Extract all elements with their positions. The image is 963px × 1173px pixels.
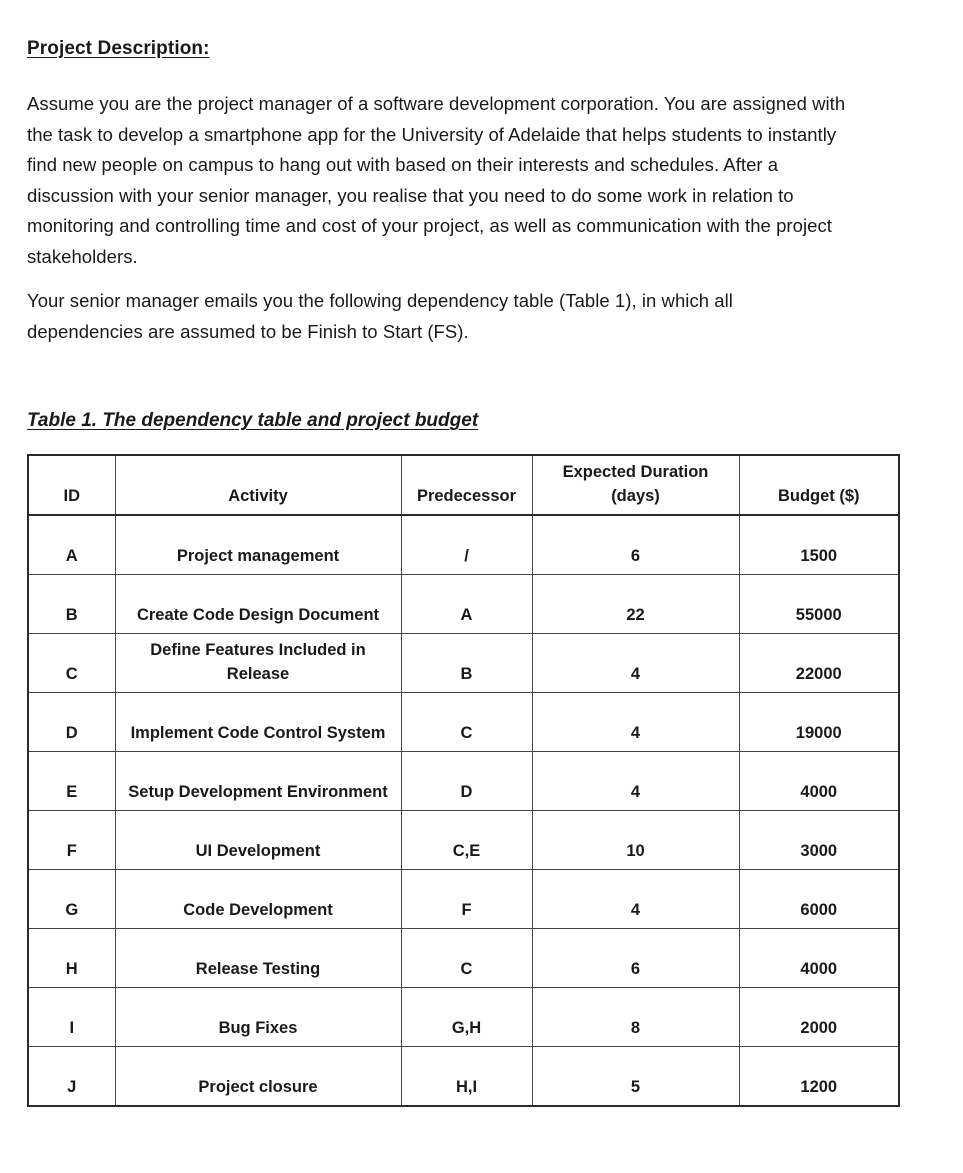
cell-id: F (28, 811, 115, 870)
cell-id: A (28, 515, 115, 575)
cell-duration: 22 (532, 575, 739, 634)
dependency-table (27, 454, 900, 1107)
header-duration-line1: Expected Duration (562, 463, 709, 481)
cell-budget: 4000 (739, 752, 899, 811)
table-row (28, 515, 899, 575)
table-row (28, 634, 899, 693)
cell-id: G (28, 870, 115, 929)
cell-activity: Create Code Design Document (115, 575, 401, 634)
header-budget: Budget ($) (739, 455, 899, 515)
cell-duration: 5 (532, 1047, 739, 1107)
cell-predecessor: / (401, 515, 532, 575)
table-row (28, 929, 899, 988)
cell-predecessor: F (401, 870, 532, 929)
table-header-row (28, 455, 899, 515)
cell-duration: 8 (532, 988, 739, 1047)
cell-budget: 3000 (739, 811, 899, 870)
cell-duration: 4 (532, 870, 739, 929)
cell-budget: 6000 (739, 870, 899, 929)
cell-id: B (28, 575, 115, 634)
cell-duration: 6 (532, 929, 739, 988)
table-body (28, 515, 899, 1106)
table-row (28, 752, 899, 811)
cell-id: I (28, 988, 115, 1047)
cell-activity: Bug Fixes (115, 988, 401, 1047)
table-row (28, 693, 899, 752)
cell-activity: UI Development (115, 811, 401, 870)
cell-activity: Project closure (115, 1047, 401, 1107)
cell-activity: Code Development (115, 870, 401, 929)
table-row (28, 1047, 899, 1107)
cell-predecessor: C (401, 693, 532, 752)
cell-id: D (28, 693, 115, 752)
cell-predecessor: C (401, 929, 532, 988)
cell-id: C (28, 634, 115, 693)
cell-predecessor: D (401, 752, 532, 811)
header-predecessor: Predecessor (401, 455, 532, 515)
cell-id: J (28, 1047, 115, 1107)
cell-duration: 6 (532, 515, 739, 575)
cell-predecessor: B (401, 634, 532, 693)
cell-activity: Define Features Included in Release (115, 634, 401, 693)
table-row (28, 575, 899, 634)
header-activity: Activity (115, 455, 401, 515)
cell-budget: 22000 (739, 634, 899, 693)
table-row (28, 988, 899, 1047)
cell-predecessor: C,E (401, 811, 532, 870)
cell-predecessor: A (401, 575, 532, 634)
cell-activity: Setup Development Environment (115, 752, 401, 811)
header-duration-line2: (days) (611, 487, 660, 505)
project-description-heading: Project Description: (27, 38, 210, 59)
cell-duration: 4 (532, 752, 739, 811)
header-id: ID (28, 455, 115, 515)
intro-paragraph: Assume you are the project manager of a software development corporation. You are assigned with the task to develop a smartphone app for the University of Adelaide that helps students to instantly find new people on campus to hang out with based on their interests and schedules. After a discussion with your senior manager, you realise that you need to do some work in relation to monitoring and controlling time and cost of your project, as well as communication with the project stakeholders. (27, 93, 846, 267)
cell-budget: 1500 (739, 515, 899, 575)
header-duration (532, 455, 739, 515)
table-row (28, 811, 899, 870)
cell-budget: 2000 (739, 988, 899, 1047)
cell-activity: Project management (115, 515, 401, 575)
cell-id: H (28, 929, 115, 988)
cell-predecessor: H,I (401, 1047, 532, 1107)
cell-duration: 10 (532, 811, 739, 870)
cell-budget: 1200 (739, 1047, 899, 1107)
cell-budget: 4000 (739, 929, 899, 988)
cell-duration: 4 (532, 693, 739, 752)
cell-id: E (28, 752, 115, 811)
cell-activity: Release Testing (115, 929, 401, 988)
cell-predecessor: G,H (401, 988, 532, 1047)
cell-budget: 19000 (739, 693, 899, 752)
table-row (28, 870, 899, 929)
cell-duration: 4 (532, 634, 739, 693)
cell-activity: Implement Code Control System (115, 693, 401, 752)
table-caption: Table 1. The dependency table and project budget (27, 410, 479, 431)
cell-budget: 55000 (739, 575, 899, 634)
email-paragraph: Your senior manager emails you the following dependency table (Table 1), in which all dependencies are assumed to be Finish to Start (FS). (27, 290, 733, 342)
